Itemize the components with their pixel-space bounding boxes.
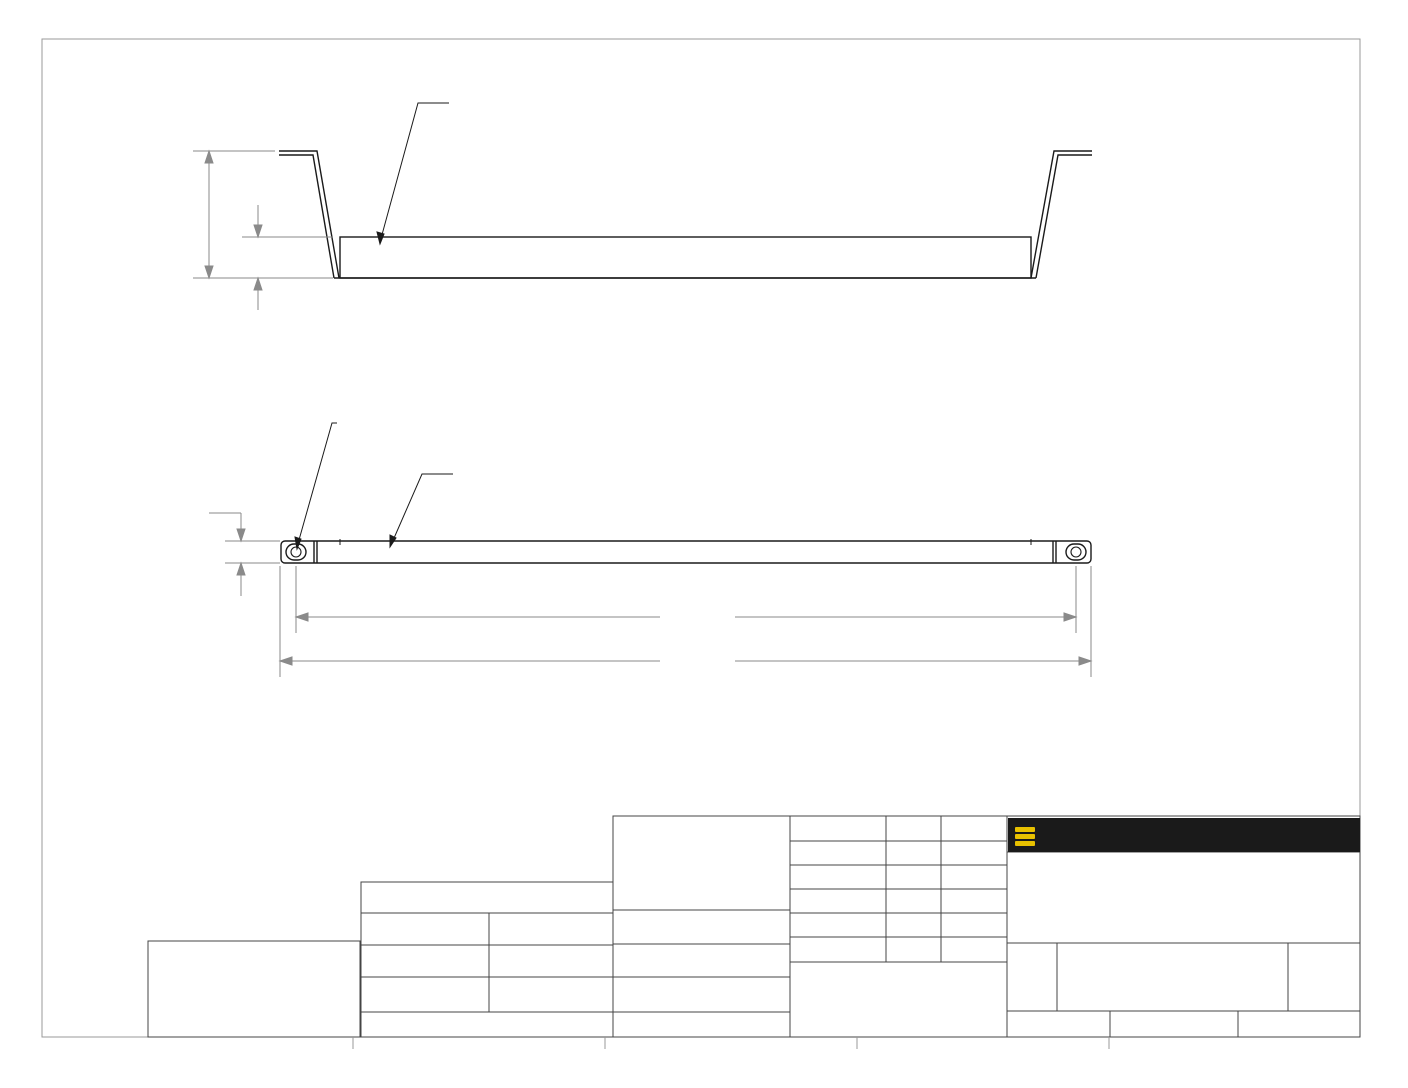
brand-bars-icon (1015, 825, 1035, 848)
top-leader (377, 103, 449, 244)
left-bracket-outer (279, 151, 339, 278)
bottom-leaders (295, 423, 453, 549)
left-bracket-inner (279, 155, 334, 278)
bottom-dimensions (209, 513, 1091, 677)
bottom-bar-body (281, 541, 1091, 563)
top-bar-body (340, 237, 1031, 278)
brand-logo (1008, 818, 1360, 852)
zone-ticks (353, 1037, 1109, 1049)
top-dimensions (193, 151, 333, 310)
bottom-view (281, 539, 1091, 563)
end-hole-left (286, 544, 306, 560)
top-view (279, 151, 1092, 278)
right-bracket-outer (1031, 151, 1092, 278)
right-bracket-inner (1036, 155, 1092, 278)
end-hole-right (1066, 544, 1086, 560)
